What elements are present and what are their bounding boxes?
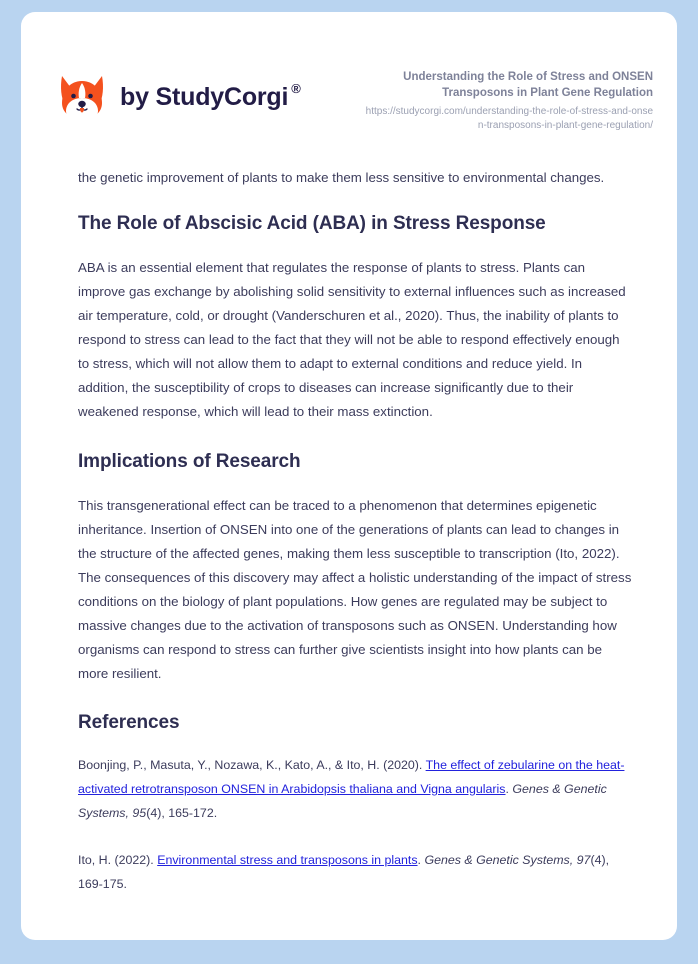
- section-heading-aba: The Role of Abscisic Acid (ABA) in Stress Response: [78, 213, 546, 235]
- article-url[interactable]: https://studycorgi.com/understanding-the-role-of-stress-and-onsen-transposons-in-plant-gene-regulation/: [365, 106, 653, 131]
- corgi-face-logo-icon: [57, 72, 107, 122]
- reference-link[interactable]: Environmental stress and transposons in plants: [157, 852, 418, 867]
- document-body: [21, 132, 677, 896]
- document-header: [21, 12, 677, 132]
- reference-journal: Genes & Genetic Systems: [78, 781, 607, 820]
- reference-authors-year: Boonjing, P., Masuta, Y., Nozawa, K., Kato, A., & Ito, H. (2020).: [78, 757, 426, 772]
- registered-trademark-icon: ®: [291, 80, 301, 96]
- header-article-meta: [363, 62, 653, 132]
- section-heading-implications: Implications of Research: [78, 450, 301, 472]
- reference-volume-separator: ,: [569, 852, 577, 867]
- reference-journal: Genes & Genetic Systems: [424, 852, 570, 867]
- reference-issue-pages: (4), 165-172.: [146, 805, 218, 820]
- reference-authors-year: Ito, H. (2022).: [78, 852, 158, 867]
- brand-name: [120, 80, 301, 111]
- brand-name-text: by StudyCorgi: [120, 82, 289, 111]
- reference-after-link: .: [505, 781, 513, 796]
- brand-logo-block: [57, 62, 301, 122]
- section-paragraph-implications: This transgenerational effect can be traced to a phenomenon that determines epigenetic inheritance. Insertion of ONSEN into one of the generations of plants can lead to changes in the structure of the affected genes, making them less susceptible to transcription (Ito, 2022). The consequences of this discovery may affect a holistic understanding of the impact of stress conditions on the biology of plant populations. How genes are regulated may be subject to massive changes due to the activation of transposons such as ONSEN. Understanding how organisms can respond to stress can further give scientists insight into how plants can be more resilient.: [78, 497, 632, 681]
- reference-item: [78, 753, 633, 825]
- references-heading: References: [78, 711, 180, 733]
- reference-after-link: .: [417, 852, 425, 867]
- reference-volume: 97: [576, 852, 591, 867]
- reference-item: [78, 848, 633, 896]
- document-page-card: [21, 12, 677, 940]
- intro-continuation-paragraph: the genetic improvement of plants to make them less sensitive to environmental changes.: [78, 170, 605, 186]
- reference-issue-pages: (4), 169-175.: [78, 852, 610, 891]
- article-title: Understanding the Role of Stress and ONSEN Transposons in Plant Gene Regulation: [403, 71, 653, 99]
- reference-link[interactable]: The effect of zebularine on the heat-activated retrotransposon ONSEN in Arabidopsis thaliana and Vigna angularis: [78, 757, 625, 796]
- reference-volume-separator: ,: [125, 805, 133, 820]
- reference-volume: 95: [132, 805, 147, 820]
- section-paragraph-aba: ABA is an essential element that regulates the response of plants to stress. Plants can improve gas exchange by abolishing solid sensitivity to external influences such as increased air temperature, cold, or drought (Vanderschuren et al., 2020). Thus, the inability of plants to respond to stress can lead to the fact that they will not be able to respond effectively enough to stress, which will not allow them to adapt to external conditions and reduce yield. In addition, the susceptibility of crops to diseases can increase significantly due to their weakened response, which will lead to their mass extinction.: [78, 259, 626, 419]
